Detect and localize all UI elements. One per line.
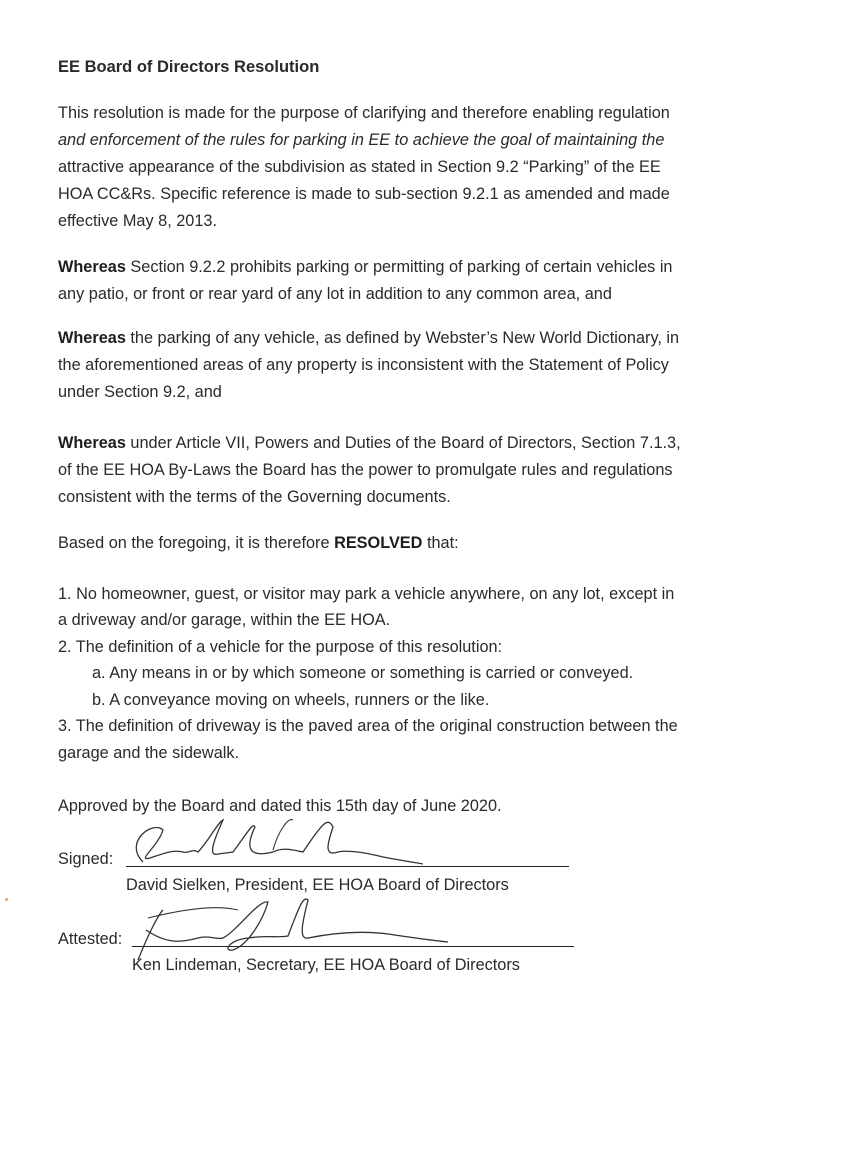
list-item: 1. No homeowner, guest, or visitor may park a vehicle anywhere, on any lot, except in <box>58 585 675 603</box>
text-line: of the EE HOA By-Laws the Board has the power to promulgate rules and regulations <box>58 461 673 479</box>
list-item: 2. The definition of a vehicle for the purpose of this resolution: <box>58 638 503 656</box>
text-line: HOA CC&Rs. Specific reference is made to sub-section 9.2.1 as amended and made <box>58 185 670 203</box>
text-line: under Section 9.2, and <box>58 383 222 401</box>
attester-name: Ken Lindeman, Secretary, EE HOA Board of Directors <box>132 956 520 974</box>
whereas-label: Whereas <box>58 258 126 276</box>
text-line: Section 9.2.2 prohibits parking or permitting of parking of certain vehicles in <box>125 258 673 276</box>
whereas-label: Whereas <box>58 329 126 347</box>
text-line: the parking of any vehicle, as defined by Webster’s New World Dictionary, in <box>125 329 680 347</box>
attested-label: Attested: <box>58 930 123 948</box>
text-line: This resolution is made for the purpose of clarifying and therefore enabling regulation <box>58 104 670 122</box>
document-title: EE Board of Directors Resolution <box>58 58 320 76</box>
text-line: under Article VII, Powers and Duties of the Board of Directors, Section 7.1.3, <box>125 434 681 452</box>
signed-label: Signed: <box>58 850 114 868</box>
text-line: consistent with the terms of the Governing documents. <box>58 488 451 506</box>
list-item: a driveway and/or garage, within the EE HOA. <box>58 611 391 629</box>
list-item: garage and the sidewalk. <box>58 744 240 762</box>
text: Based on the foregoing, it is therefore <box>58 534 335 552</box>
list-subitem: a. Any means in or by which someone or something is carried or conveyed. <box>92 664 634 682</box>
list-item: 3. The definition of driveway is the paved area of the original construction between the <box>58 717 678 735</box>
text-line: and enforcement of the rules for parking in EE to achieve the goal of maintaining the <box>58 131 665 149</box>
resolved-statement <box>58 534 459 553</box>
approval-statement: Approved by the Board and dated this 15th day of June 2020. <box>58 797 502 815</box>
scan-speck <box>5 898 8 901</box>
text-line: the aforementioned areas of any property is inconsistent with the Statement of Policy <box>58 356 669 374</box>
list-subitem: b. A conveyance moving on wheels, runners or the like. <box>92 691 490 709</box>
whereas-label: Whereas <box>58 434 126 452</box>
text: that: <box>422 534 459 552</box>
secretary-signature <box>128 890 458 965</box>
text-line: effective May 8, 2013. <box>58 212 217 230</box>
president-signature <box>123 812 423 877</box>
text-line: attractive appearance of the subdivision as stated in Section 9.2 “Parking” of the EE <box>58 158 661 176</box>
resolved-keyword: RESOLVED <box>334 534 423 552</box>
signer-name: David Sielken, President, EE HOA Board of Directors <box>126 876 509 894</box>
text-line: any patio, or front or rear yard of any lot in addition to any common area, and <box>58 285 612 303</box>
